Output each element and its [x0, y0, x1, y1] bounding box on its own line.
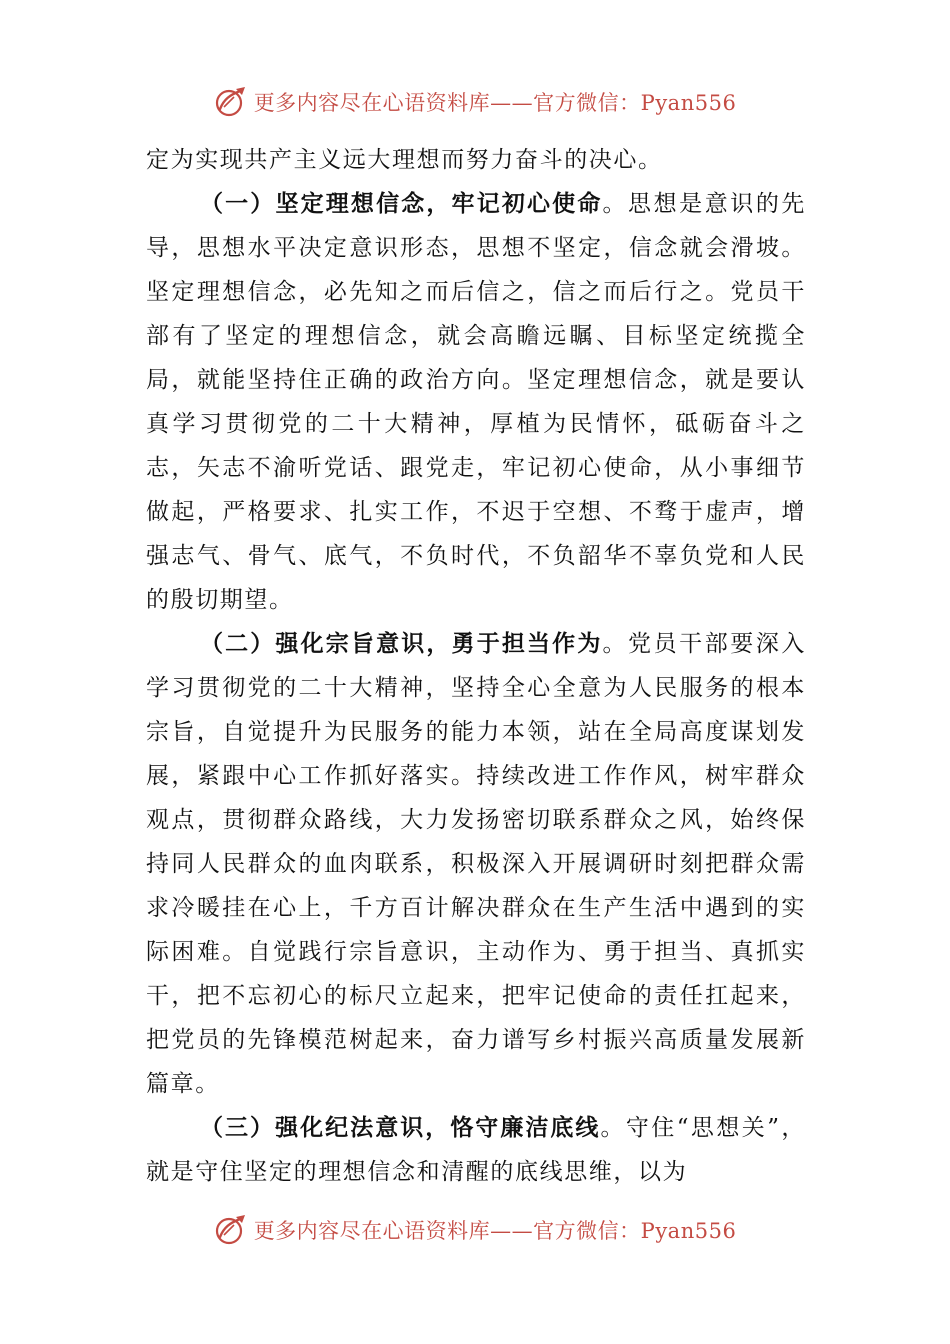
pen-seal-icon: [214, 1213, 248, 1247]
footer-banner: [0, 1210, 950, 1250]
section-3-text: 。守住“思想关”，就是守住坚定的理想信念和清醒的底线思维，以为: [146, 1115, 806, 1185]
section-1-heading: （一）坚定理想信念，牢记初心使命: [200, 191, 603, 217]
paragraph-section-3: [146, 1106, 806, 1194]
paragraph-continued: 定为实现共产主义远大理想而努力奋斗的决心。: [146, 147, 663, 173]
footer-banner-text: 更多内容尽在心语资料库——官方微信：Pyan556: [253, 1219, 737, 1243]
section-2-heading: （二）强化宗旨意识，勇于担当作为: [200, 631, 603, 657]
paragraph-section-2: [146, 622, 806, 1106]
document-body: [146, 138, 806, 1194]
header-banner: [0, 82, 950, 122]
section-3-heading: （三）强化纪法意识，恪守廉洁底线: [200, 1115, 601, 1141]
header-banner-text: 更多内容尽在心语资料库——官方微信：Pyan556: [253, 91, 737, 115]
pen-seal-icon: [214, 85, 248, 119]
section-2-text: 。党员干部要深入学习贯彻党的二十大精神，坚持全心全意为人民服务的根本宗旨，自觉提升为民服务的能力本领，站在全局高度谋划发展，紧跟中心工作抓好落实。持续改进工作作风，树牢群众观点，贯彻群众路线，大力发扬密切联系群众之风，始终保持同人民群众的血肉联系，积极深入开展调研时刻把群众需求冷暖挂在心上，千方百计解决群众在生产生活中遇到的实际困难。自觉践行宗旨意识，主动作为、勇于担当、真抓实干，把不忘初心的标尺立起来，把牢记使命的责任扛起来，把党员的先锋模范树起来，奋力谱写乡村振兴高质量发展新篇章。: [146, 631, 806, 1097]
section-1-text: 。思想是意识的先导，思想水平决定意识形态，思想不坚定，信念就会滑坡。坚定理想信念，必先知之而后信之，信之而后行之。党员干部有了坚定的理想信念，就会高瞻远瞩、目标坚定统揽全局，就能坚持住正确的政治方向。坚定理想信念，就是要认真学习贯彻党的二十大精神，厚植为民情怀，砥砺奋斗之志，矢志不渝听党话、跟党走，牢记初心使命，从小事细节做起，严格要求、扎实工作，不迟于空想、不骛于虚声，增强志气、骨气、底气，不负时代，不负韶华不辜负党和人民的殷切期望。: [146, 191, 806, 613]
paragraph-section-1: [146, 182, 806, 622]
